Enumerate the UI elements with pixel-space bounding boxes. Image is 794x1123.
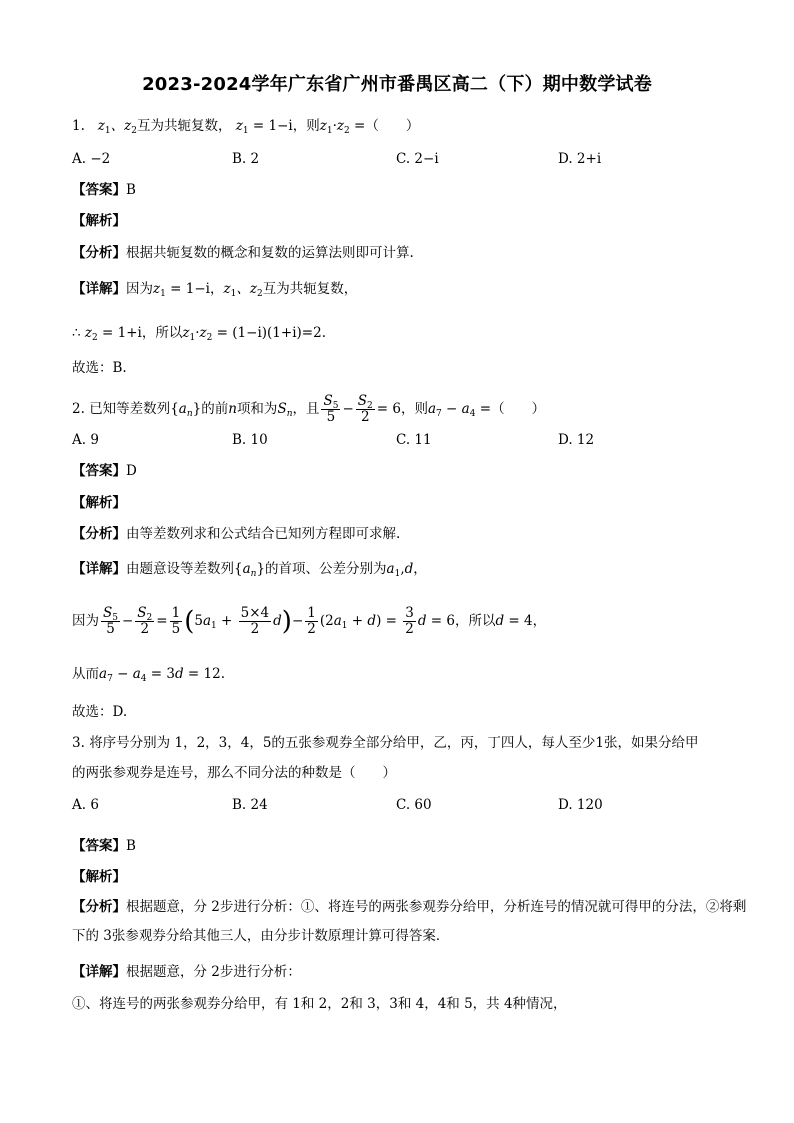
text: =2. [301, 325, 326, 341]
math: $z_1 = 1-i$ [153, 281, 210, 299]
text: 已知等差数列 [89, 401, 171, 417]
math: d = 4 [495, 613, 533, 629]
math: $S_n$ [277, 401, 293, 419]
xiangjie-tag: 【详解】 [72, 281, 126, 297]
answer-tag: 【答案】 [72, 463, 126, 479]
math: $\frac{S_5}{5}$ − $\frac{S_2}{2}$ = 6 [323, 393, 401, 425]
xiangjie-tag: 【详解】 [72, 561, 126, 577]
math: ∴ $z_2 = 1+i$ [72, 325, 142, 343]
answer-line [72, 180, 136, 200]
math: $z_1\cdot z_2$ = [319, 118, 366, 136]
fenxi-tag: 【分析】 [72, 526, 126, 542]
text: ，且 [292, 401, 320, 417]
jiexi-tag [72, 867, 126, 887]
text: 的前 [201, 401, 229, 417]
jiexi-tag [72, 493, 126, 513]
question-2-stem [72, 393, 545, 425]
answer-tag: 【答案】 [72, 838, 126, 854]
text: 项和为 [236, 401, 278, 417]
jiexi-label: 【解析】 [72, 495, 126, 511]
option-d: D. 120 [558, 797, 603, 813]
math: $z_1$、$z_2$ [89, 118, 137, 136]
math: $a_7 - a_4 = 3d = 12$ [99, 666, 221, 684]
question-3-stem-cont: 的两张参观券是连号，那么不同分法的种数是（ ） [72, 765, 396, 781]
text: ，所以 [141, 325, 183, 341]
answer-value: B [126, 182, 136, 198]
text: 的首项、公差分别为 [265, 561, 387, 577]
text: ， [413, 561, 427, 577]
fenxi-line [72, 524, 400, 544]
question-number: 1. [72, 118, 85, 134]
text: ， [209, 281, 224, 297]
fenxi-text: 根据共轭复数的概念和复数的运算法则即可计算. [126, 245, 414, 261]
option-c: C. 60 [396, 797, 432, 813]
jiexi-label: 【解析】 [72, 213, 126, 229]
text: （ ） [491, 401, 546, 417]
option-c: C. 11 [396, 432, 432, 448]
option-d: D. 2+i [558, 151, 602, 167]
text: 互为共轭复数， [136, 118, 232, 134]
option-d: D. 12 [558, 432, 595, 448]
step-line: ①、将连号的两张参观券分给甲，有 1和 2，2和 3，3和 4，4和 5，共 4种情况， [72, 996, 567, 1012]
question-number: 2. [72, 401, 85, 417]
text: 从而 [72, 666, 99, 682]
option-c: C. 2−i [396, 151, 439, 167]
option-b: B. 2 [232, 151, 260, 167]
math: $\{a_n\}$ [234, 561, 266, 579]
math: $z_1$、$z_2$ [223, 281, 263, 299]
math: $a_7 - a_4$ = [427, 401, 492, 419]
math: $z_1\cdot z_2 = (1-i)(1+i)$ [182, 325, 302, 343]
text: ，则 [400, 401, 428, 417]
question-3-stem [72, 733, 699, 753]
fenxi-text: 由等差数列求和公式结合已知列方程即可求解. [126, 526, 401, 542]
question-1-stem [72, 116, 419, 136]
derivation-line [72, 323, 326, 343]
xiangjie-tag: 【详解】 [72, 964, 126, 980]
fenxi-paragraph [72, 893, 752, 951]
answer-value: D [126, 463, 137, 479]
option-b: B. 24 [232, 797, 268, 813]
jiexi-tag [72, 211, 126, 231]
xiangjie-line [72, 279, 357, 299]
answer-line [72, 461, 137, 481]
text: 将序号分别为 1，2，3，4，5的五张参观券全部分给甲，乙，丙，丁四人，每人至少1张，如果分给甲 [89, 735, 699, 751]
text: （ ） [365, 118, 420, 134]
fenxi-line [72, 243, 414, 263]
text: 根据题意，分 2步进行分析： [126, 964, 301, 980]
math: $z_1 = 1-i$ [231, 118, 293, 136]
text: 由题意设等差数列 [126, 561, 234, 577]
answer-tag: 【答案】 [72, 182, 126, 198]
answer-line [72, 836, 136, 856]
choice-line: 故选：B. [72, 360, 127, 376]
text: 因为 [126, 281, 153, 297]
text: ，则 [292, 118, 320, 134]
text: 互为共轭复数， [262, 281, 358, 297]
derivation-line [72, 604, 546, 638]
option-b: B. 10 [232, 432, 268, 448]
result-line [72, 664, 225, 684]
text: ，所以 [454, 613, 496, 629]
math: n [228, 401, 237, 417]
fenxi-text: 根据题意，分 2步进行分析：①、将连号的两张参观券分给甲，分析连号的情况就可得甲的分法，②将剩下的 3张参观券分给其他三人，由分步计数原理计算可得答案． [72, 899, 747, 944]
fenxi-tag: 【分析】 [72, 245, 126, 261]
fenxi-tag: 【分析】 [72, 899, 126, 915]
xiangjie-line [72, 559, 427, 579]
jiexi-label: 【解析】 [72, 869, 126, 885]
page-title: 2023-2024学年广东省广州市番禺区高二（下）期中数学试卷 [142, 74, 652, 95]
math: $\frac{S_5}{5}$ − $\frac{S_2}{2}$ = $\frac{1}{5}$ ($5a_1$ + $\frac{5\times 4}{2}$ d)− $\frac{1}{2}$ $(2a_1 + d)$ = $\frac{3}{2}$ d = 6 [103, 605, 455, 637]
text: . [220, 666, 226, 682]
question-number: 3. [72, 735, 85, 751]
answer-value: B [126, 838, 136, 854]
choice-line: 故选：D. [72, 704, 128, 720]
text: 因为 [72, 613, 99, 629]
option-a: A. −2 [72, 151, 111, 167]
option-a: A. 6 [72, 797, 99, 813]
text: ， [532, 613, 547, 629]
option-a: A. 9 [72, 432, 99, 448]
math: $\{a_n\}$ [170, 401, 202, 419]
math: $a_1,d$ [386, 561, 414, 579]
xiangjie-line [72, 962, 301, 982]
